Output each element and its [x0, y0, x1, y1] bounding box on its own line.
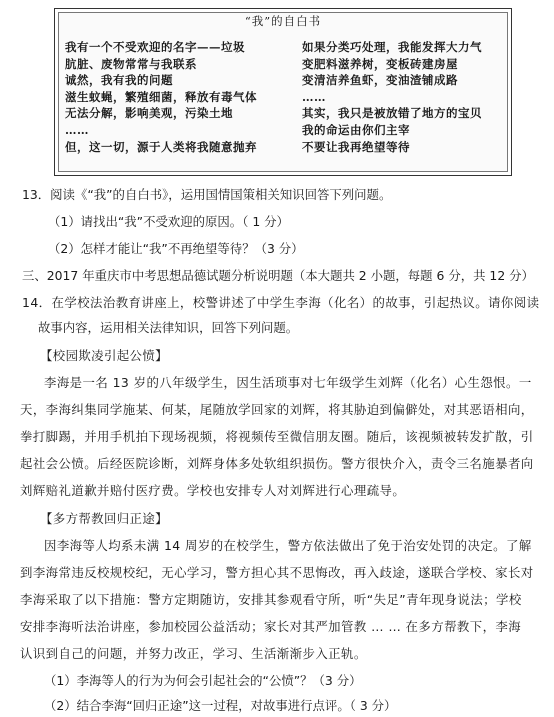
poem-box [54, 8, 512, 176]
q13-subquestion-1: （1）请找出“我”不受欢迎的原因。（ 1 分） [48, 214, 289, 229]
q14-paragraph-2-line: 安排李海听法治讲座，参加校园公益活动；家长对其严加管教 … … 在多方帮教下，李海 [20, 619, 522, 634]
q14-subquestion-1: （1）李海等人的行为为何会引起社会的“公愤”？（3 分） [44, 673, 362, 688]
poem-right-column [302, 39, 482, 155]
q13-subquestion-2: （2）怎样才能让“我”不再绝望等待？（3 分） [48, 241, 304, 256]
q14-stem-line-2: 故事内容，运用相关法律知识，回答下列问题。 [38, 320, 299, 335]
poem-line: 不要让我再绝望等待 [302, 139, 410, 154]
poem-line: 诚然，我有我的问题 [65, 73, 173, 88]
poem-line: 其实，我只是被放错了地方的宝贝 [302, 106, 482, 121]
poem-line: 我有一个不受欢迎的名字——垃圾 [65, 40, 245, 54]
q14-heading-2: 【多方帮教回归正途】 [40, 511, 168, 526]
q14-paragraph-1-line: 李海是一名 13 岁的八年级学生，因生活琐事对七年级学生刘辉（化名）心生怨恨。一 [44, 375, 532, 390]
q13-stem: 13．阅读《“我”的自白书》，运用国情国策相关知识回答下列问题。 [22, 187, 392, 202]
poem-left-column [65, 39, 257, 155]
q14-stem-line-1: 14．在学校法治教育讲座上，校警讲述了中学生李海（化名）的故事，引起热议。请你阅读 [22, 295, 540, 310]
q14-paragraph-1-line: 起社会公愤。后经医院诊断，刘辉身体多处软组织损伤。警方很快介入，责令三名施暴者向 [20, 456, 534, 471]
q14-subquestion-2: （2）结合李海“回归正途”这一过程，对故事进行点评。（ 3 分） [44, 698, 397, 713]
poem-line: 我的命运由你们主宰 [302, 122, 410, 137]
q14-paragraph-1-line: 天，李海纠集同学施某、何某，尾随放学回家的刘辉，将其胁迫到偏僻处，对其恶语相向， [20, 402, 534, 417]
q14-paragraph-2-line: 到李海常违反校规校纪，无心学习，警方担心其不思悔改，再入歧途，遂联合学校、家长对 [20, 565, 534, 580]
poem-line: 肮脏、废物常常与我联系 [65, 56, 197, 71]
poem-line: 滋生蚊蝇，繁殖细菌，释放有毒气体 [65, 89, 257, 104]
poem-line: 如果分类巧处理，我能发挥大力气 [302, 40, 482, 54]
poem-line: …… [302, 89, 326, 104]
q14-heading-1: 【校园欺凌引起公愤】 [40, 348, 168, 363]
poem-line: 变清洁养鱼虾，变油渣铺成路 [302, 73, 458, 88]
poem-title: “我”的自白书 [244, 14, 322, 28]
q14-paragraph-1-line: 拳打脚踢，并用手机拍下现场视频，将视频传至微信朋友圈。随后，该视频被转发扩散，引 [20, 429, 534, 444]
section-heading: 三、2017 年重庆市中考思想品德试题分析说明题（本大题共 2 小题，每题 6 分，共 12 分） [22, 268, 534, 283]
poem-line: 无法分解，影响美观，污染土地 [65, 106, 233, 121]
poem-line: …… [65, 122, 89, 137]
poem-line: 但，这一切，源于人类将我随意抛弃 [65, 139, 257, 154]
q14-paragraph-1-line: 刘辉赔礼道歉并赔付医疗费。学校也安排专人对刘辉进行心理疏导。 [20, 483, 406, 498]
poem-line: 变肥料滋养树，变板砖建房屋 [302, 56, 458, 71]
q14-paragraph-2-line: 因李海等人均系未满 14 周岁的在校学生，警方依法做出了免于治安处罚的决定。了解 [44, 538, 532, 553]
q14-paragraph-2-line: 认识到自己的问题，并努力改正，学习、生活渐渐步入正轨。 [20, 646, 367, 661]
q14-paragraph-2-line: 李海采取了以下措施：警方定期随访，安排其参观看守所，听“失足”青年现身说法；学校 [20, 592, 522, 607]
